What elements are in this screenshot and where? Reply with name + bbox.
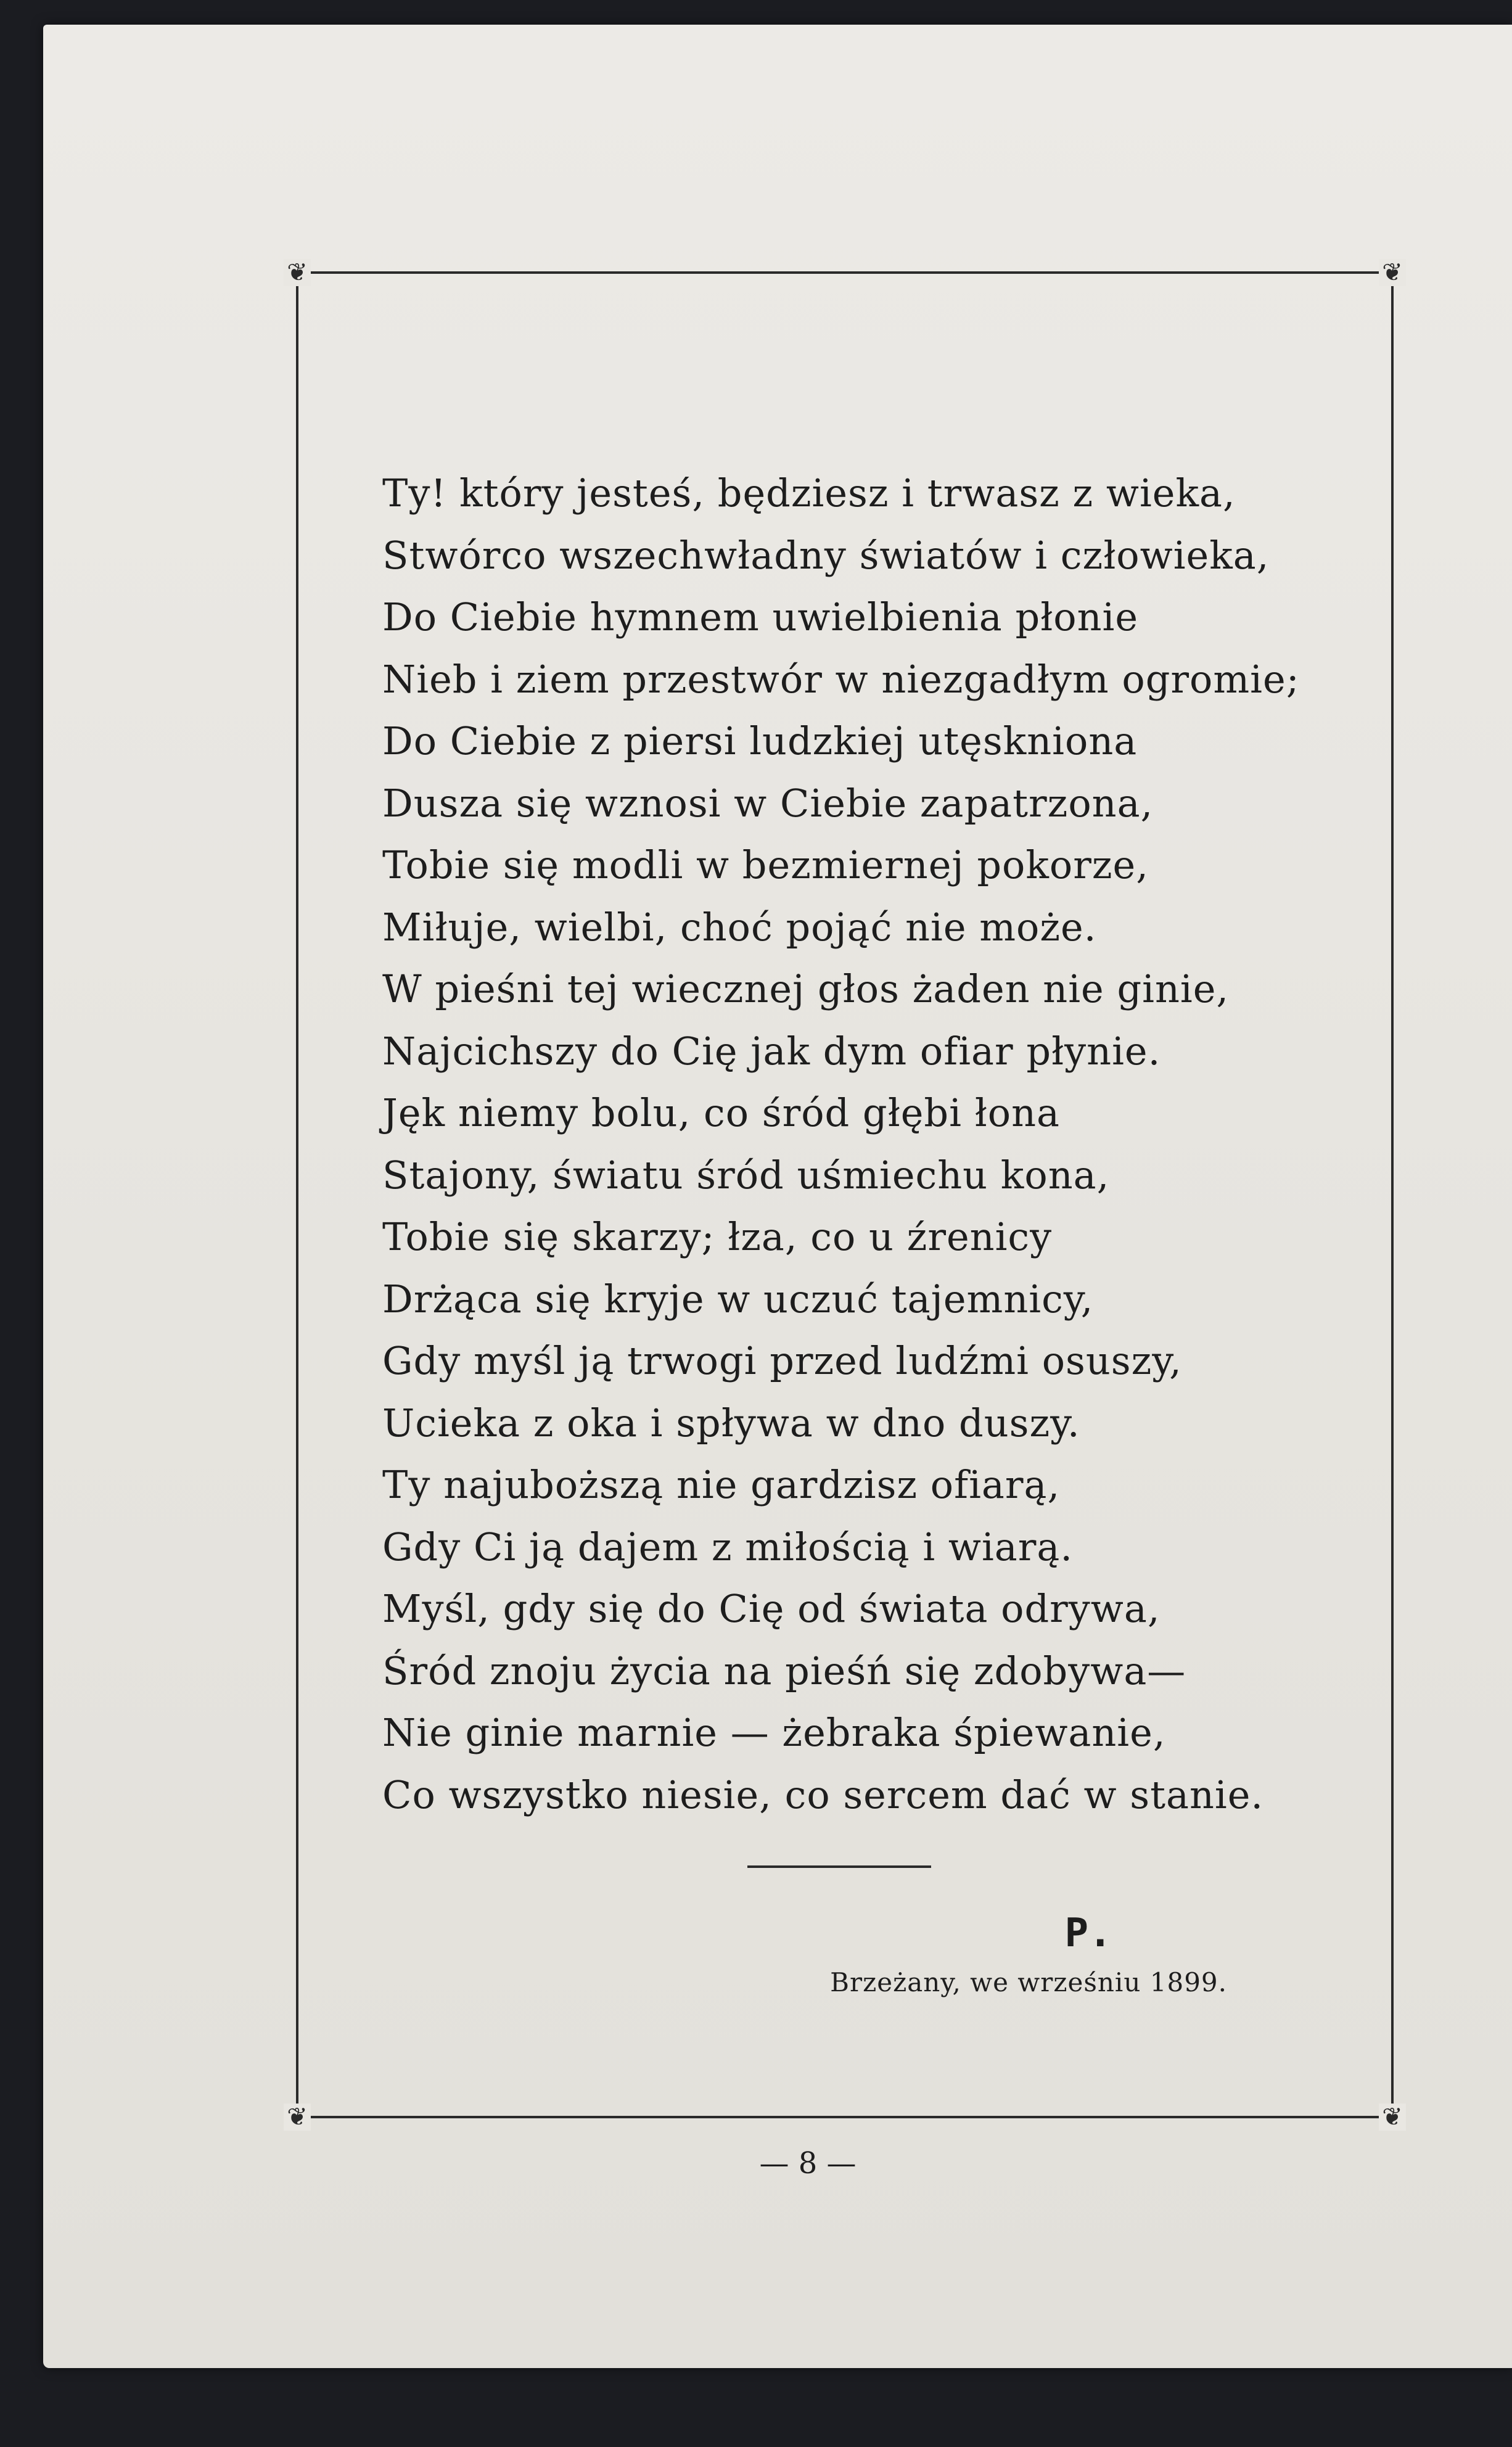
poem-line: Gdy myśl ją trwogi przed ludźmi osuszy, xyxy=(382,1338,1182,1383)
poem-line: Ucieka z oka i spływa w dno duszy. xyxy=(382,1400,1080,1446)
poem-line: Do Ciebie z piersi ludzkiej utęskniona xyxy=(382,718,1138,763)
poem-line: W pieśni tej wiecznej głos żaden nie ginie, xyxy=(382,966,1230,1011)
poem-line: Dusza się wznosi w Ciebie zapatrzona, xyxy=(382,780,1154,826)
corner-ornament-icon: ❦ xyxy=(284,259,311,286)
poem-line: Śród znoju życia na pieśń się zdobywa— xyxy=(382,1648,1186,1693)
poem-line: Ty! który jesteś, będziesz i trwasz z wieka, xyxy=(382,471,1236,516)
poem-line: Ty najuboższą nie gardzisz ofiarą, xyxy=(382,1462,1061,1507)
poem-line: Do Ciebie hymnem uwielbienia płonie xyxy=(382,594,1139,640)
poem-line: Nieb i ziem przestwór w niezgadłym ogromie; xyxy=(382,656,1300,702)
poem-line: Tobie się modli w bezmiernej pokorze, xyxy=(382,842,1149,887)
divider-rule xyxy=(747,1865,931,1868)
poem-line: Myśl, gdy się do Cię od świata odrywa, xyxy=(382,1586,1161,1631)
poem-line: Nie ginie marnie — żebraka śpiewanie, xyxy=(382,1710,1166,1755)
poem-line: Najcichszy do Cię jak dym ofiar płynie. xyxy=(382,1028,1161,1074)
author-signature: P. xyxy=(1064,1910,1112,1956)
poem-line: Co wszystko niesie, co sercem dać w stanie. xyxy=(382,1772,1264,1817)
poem-line: Miłuje, wielbi, choć pojąć nie może. xyxy=(382,904,1097,950)
poem-line: Drżąca się kryje w uczuć tajemnicy, xyxy=(382,1276,1094,1322)
poem-line: Stajony, światu śród uśmiechu kona, xyxy=(382,1152,1110,1198)
poem-text xyxy=(382,463,1320,1826)
place-and-date: Brzeżany, we wrześniu 1899. xyxy=(830,1967,1227,1997)
poem-line: Gdy Ci ją dajem z miłością i wiarą. xyxy=(382,1524,1074,1569)
corner-ornament-icon: ❦ xyxy=(1379,2104,1406,2131)
corner-ornament-icon: ❦ xyxy=(1379,259,1406,286)
page-number: — 8 — xyxy=(759,2146,857,2181)
poem-line: Tobie się skarzy; łza, co u źrenicy xyxy=(382,1214,1053,1259)
corner-ornament-icon: ❦ xyxy=(284,2104,311,2131)
poem-line: Jęk niemy bolu, co śród głębi łona xyxy=(382,1090,1060,1135)
poem-line: Stwórco wszechwładny światów i człowieka, xyxy=(382,532,1270,578)
